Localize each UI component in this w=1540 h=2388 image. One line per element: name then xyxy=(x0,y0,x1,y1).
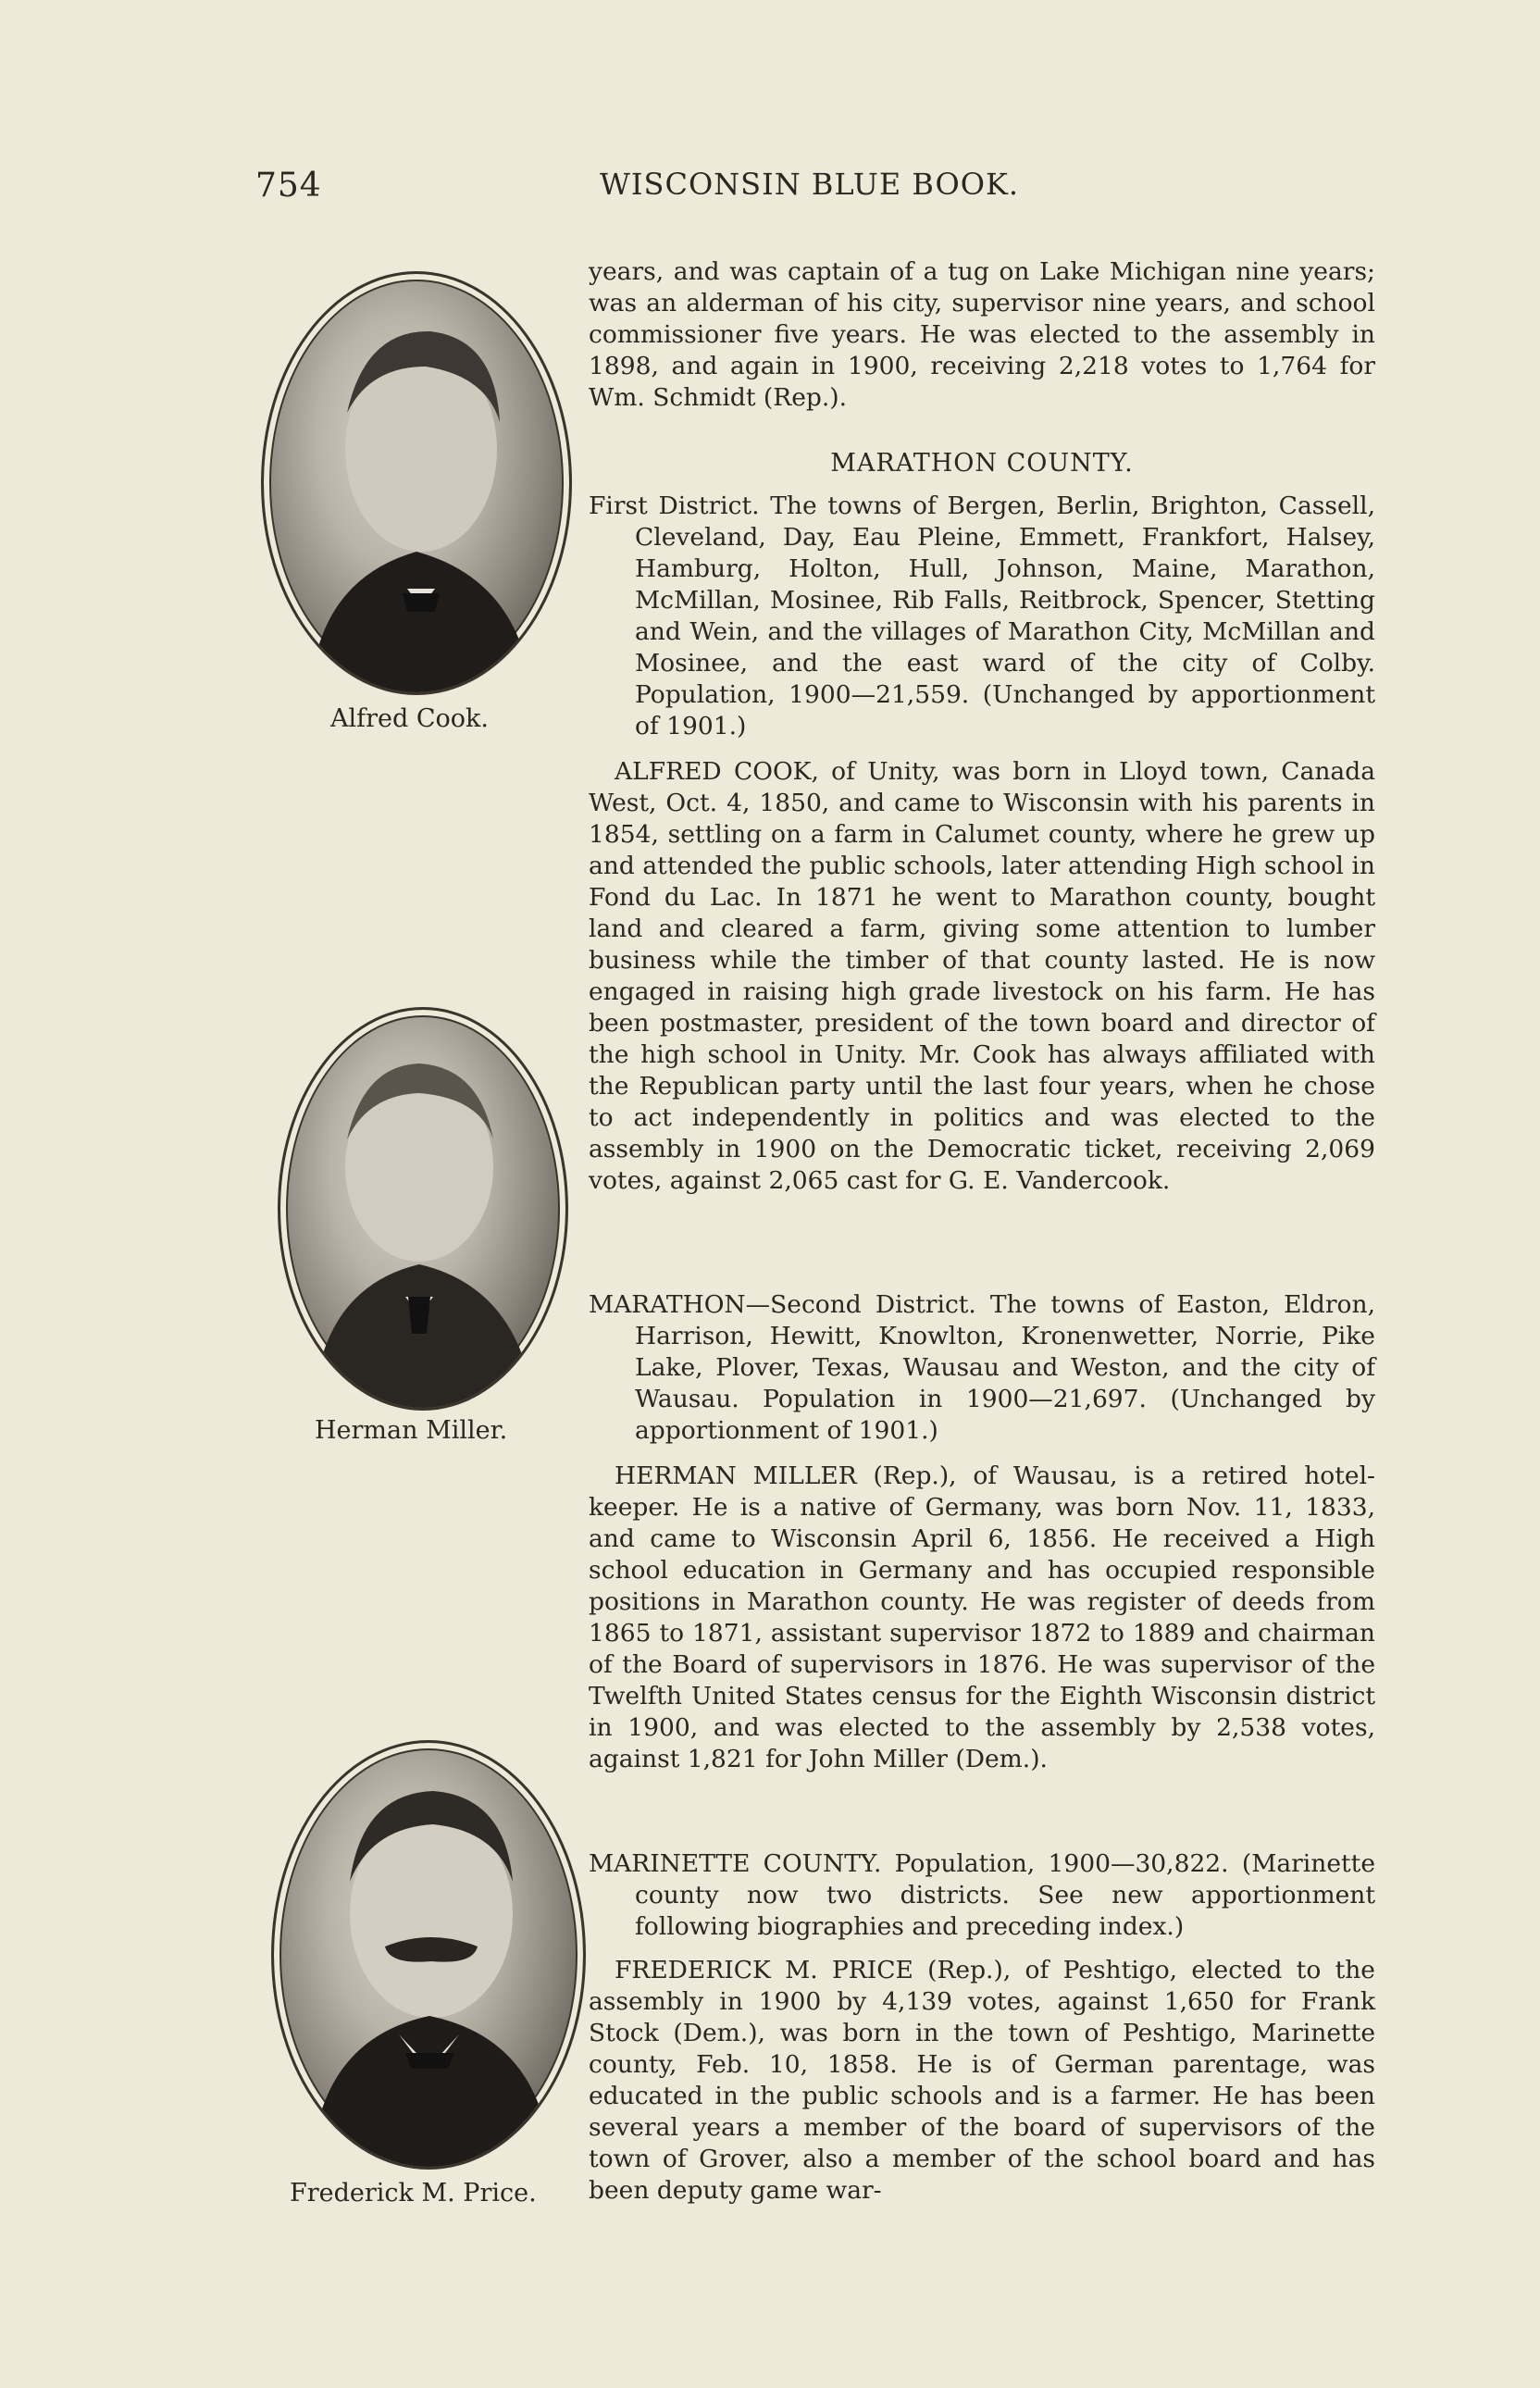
marathon-first-district xyxy=(589,491,1375,742)
portrait-figure-icon xyxy=(274,1743,583,2167)
marinette-county xyxy=(589,1848,1375,1943)
continuation-paragraph xyxy=(589,256,1375,414)
miller-biography xyxy=(589,1461,1375,1775)
caption-frederick-price: Frederick M. Price. xyxy=(290,2179,537,2208)
cook-bio-text: ALFRED COOK, of Unity, was born in Lloyd town, Canada West, Oct. 4, 1850, and came to Wisconsin with his parents in 1854, settling on a farm in Calumet county, where he grew up and attended the public schools, later attending High school in Fond du Lac. In 1871 he went to Marathon county, bought land and cleared a farm, giving some attention to lumber business while the timber of that county lasted. He is now engaged in raising high grade livestock on his farm. He has been postmaster, president of the town board and director of the high school in Unity. Mr. Cook has always affiliated with the Republican party until the last four years, when he chose to act independently in politics and was elected to the assembly in 1900 on the Democratic ticket, receiving 2,069 votes, against 2,065 cast for G. E. Vandercook. xyxy=(589,757,1375,1195)
first-district-text: First District. The towns of Bergen, Berlin, Brighton, Cassell, Cleveland, Day, Eau Pleine, Emmett, Frankfort, Halsey, Hamburg, Holton, Hull, Johnson, Maine, Marathon, McMillan, Mosinee, Rib Falls, Reitbrock, Spencer, Stetting and Wein, and the villages of Marathon City, McMillan and Mosinee, and the east ward of the city of Colby. Population, 1900—21,559. (Unchanged by apportionment of 1901.) xyxy=(589,491,1375,740)
portrait-figure-icon xyxy=(264,274,569,692)
second-district-text: MARATHON—Second District. The towns of Easton, Eldron, Harrison, Hewitt, Knowlton, Kronenwetter, Norrie, Pike Lake, Plover, Texas, Wausau and Weston, and the city of Wausau. Population in 1900—21,697. (Unchanged by apportionment of 1901.) xyxy=(589,1290,1375,1445)
portrait-figure-icon xyxy=(280,1010,565,1408)
caption-alfred-cook: Alfred Cook. xyxy=(330,704,489,733)
caption-herman-miller: Herman Miller. xyxy=(315,1416,508,1445)
portrait-herman-miller xyxy=(278,1007,568,1411)
section-heading-marathon: MARATHON COUNTY. xyxy=(830,449,1134,478)
marathon-second-district xyxy=(589,1289,1375,1447)
marinette-text: MARINETTE COUNTY. Population, 1900—30,822. (Marinette county now two districts. See new apportionment following biographies and preceding index.) xyxy=(589,1849,1375,1941)
price-biography xyxy=(589,1955,1375,2207)
cook-biography xyxy=(589,756,1375,1197)
miller-bio-text: HERMAN MILLER (Rep.), of Wausau, is a retired hotel-keeper. He is a native of Germany, was born Nov. 11, 1833, and came to Wisconsin April 6, 1856. He received a High school education in Germany and has occupied responsible positions in Marathon county. He was register of deeds from 1865 to 1871, assistant supervisor 1872 to 1889 and chairman of the Board of supervisors in 1876. He was supervisor of the Twelfth United States census for the Eighth Wisconsin district in 1900, and was elected to the assembly by 2,538 votes, against 1,821 for John Miller (Dem.). xyxy=(589,1461,1375,1773)
portrait-frederick-price xyxy=(271,1740,586,2170)
price-bio-text: FREDERICK M. PRICE (Rep.), of Peshtigo, elected to the assembly in 1900 by 4,139 votes, against 1,650 for Frank Stock (Dem.), was born in the town of Peshtigo, Marinette county, Feb. 10, 1858. He is of German parentage, was educated in the public schools and is a farmer. He has been several years a member of the board of supervisors of the town of Grover, also a member of the school board and has been deputy game war- xyxy=(589,1956,1375,2205)
continuation-text: years, and was captain of a tug on Lake Michigan nine years; was an alderman of his city, supervisor nine years, and school commissioner five years. He was elected to the assembly in 1898, and again in 1900, receiving 2,218 votes to 1,764 for Wm. Schmidt (Rep.). xyxy=(589,257,1375,412)
running-head: WISCONSIN BLUE BOOK. xyxy=(600,167,1020,202)
portrait-alfred-cook xyxy=(261,271,572,695)
page-number: 754 xyxy=(255,167,322,205)
